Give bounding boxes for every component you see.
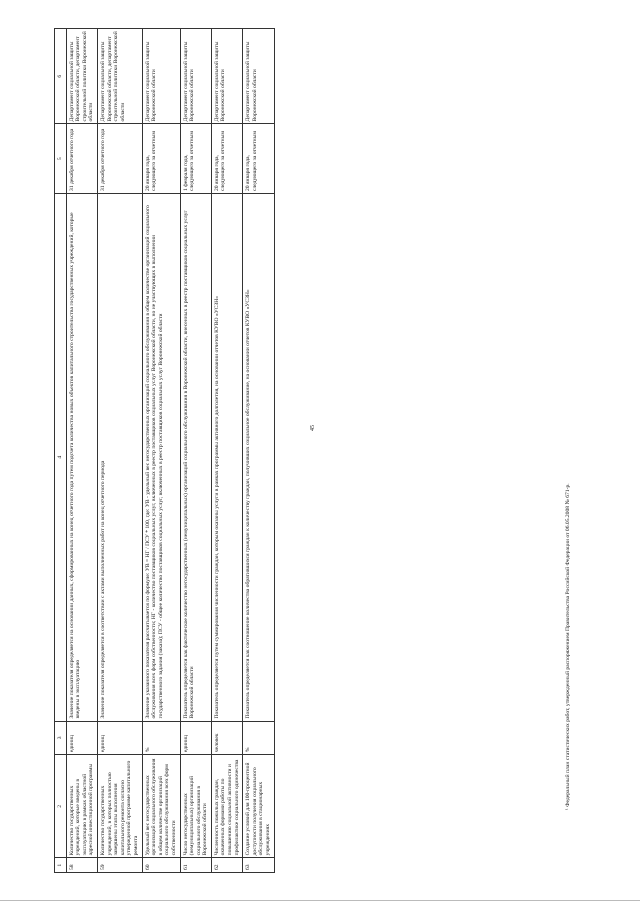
cell-dept: Департамент социальной защиты Воронежской области, департамент строительной политики Воронежской области <box>97 29 142 124</box>
cell-n: 58 <box>66 858 97 873</box>
cell-unit: единиц <box>97 721 142 755</box>
cell-dept: Департамент социальной защиты Воронежской области <box>142 29 180 124</box>
cell-method: Показатель определяется как соотношение количества обратившихся граждан к количеству граждан, получивших социальное обслуживание, на основании отчетов КУВО «УСЗН» <box>243 194 274 722</box>
cell-method: Значение указанного показателя рассчитывается по формуле: УВ = НГ / ПСУ * 100, где: УВ - удельный вес негосударственных организаций социального обслуживания в общем количестве организаций социального обслуживания всех форм собственности; НГ - количество поставщиков социальных услуг, включенных в реестр поставщиков социальных услуг Воронежской области, но не участвующих в выполнении государственного задания (заказа); ПСУ - общее количество поставщиков социальных услуг, включенных в реестр поставщиков социальных услуг Воронежской области <box>142 194 180 722</box>
cell-unit: % <box>142 721 180 755</box>
table-row <box>97 29 142 873</box>
header-cell: 2 <box>55 755 67 858</box>
cell-method: Показатель определяется путем суммирования численности граждан, которым оказаны услуги в рамках программы активного долголетия, на основании отчетов КУВО «УСЗН» <box>211 194 242 722</box>
table-row <box>66 29 97 873</box>
page-number: 45 <box>310 425 316 431</box>
table-row <box>211 29 242 873</box>
cell-name: Удельный вес негосударственных организаций социального обслуживания в общем количестве организаций социального обслуживания всех форм собственности <box>142 755 180 858</box>
cell-n: 61 <box>180 858 211 873</box>
cell-name: Создание условий для 100-процентной доступности получения социального обслуживания в стационарных учреждениях <box>243 755 274 858</box>
header-row <box>55 29 67 873</box>
cell-term: 31 декабря отчетного года <box>97 124 142 194</box>
indicators-table <box>54 28 275 873</box>
footnote: ¹ Федеральный план статистических работ, утвержденный распоряжением Правительства Российской Федерации от 06.05.2008 № 671-р. <box>565 483 571 810</box>
cell-dept: Департамент социальной защиты Воронежской области <box>243 29 274 124</box>
header-cell: 5 <box>55 124 67 194</box>
cell-name: Численность пожилых граждан, охваченных формами работы по повышению социальной активности и профилактике социального одиночества <box>211 755 242 858</box>
header-cell: 3 <box>55 721 67 755</box>
cell-term: 20 января года, следующего за отчетным <box>211 124 242 194</box>
cell-unit: единиц <box>180 721 211 755</box>
cell-n: 59 <box>97 858 142 873</box>
cell-name: Количество государственных учреждений, которые введены в эксплуатацию в рамках областной адресной инвестиционной программы <box>66 755 97 858</box>
table-row <box>243 29 274 873</box>
cell-n: 63 <box>243 858 274 873</box>
cell-unit: % <box>243 721 274 755</box>
cell-name: Количество государственных учреждений, в которых полностью завершены этапы выполнения капитального ремонта согласно утвержденной программе капитального ремонта <box>97 755 142 858</box>
table-row <box>180 29 211 873</box>
cell-n: 62 <box>211 858 242 873</box>
cell-method: Показатель определяется как фактическое количество негосударственных (немуниципальных) организаций социального обслуживания в Воронежской области, внесенных в реестр поставщиков социальных услуг Воронежской области <box>180 194 211 722</box>
rotated-table-block <box>54 28 579 873</box>
page-edge <box>0 900 640 901</box>
cell-term: 31 декабря отчетного года <box>66 124 97 194</box>
cell-method: Значение показателя определяется в соответствии с актами выполненных работ на конец отчетного периода <box>97 194 142 722</box>
cell-method: Значение показателя определяется на основании данных, сформированных на конец отчетного года путем подсчета количества новых объектов капитального строительства государственных учреждений, которые введены в эксплуатацию <box>66 194 97 722</box>
cell-unit: единиц <box>66 721 97 755</box>
header-cell: 6 <box>55 29 67 124</box>
cell-term: 1 февраля года, следующего за отчетным <box>180 124 211 194</box>
cell-n: 60 <box>142 858 180 873</box>
header-cell: 1 <box>55 858 67 873</box>
cell-term: 20 января года, следующего за отчетным <box>142 124 180 194</box>
table-row <box>142 29 180 873</box>
header-cell: 4 <box>55 194 67 722</box>
cell-term: 20 января года, следующего за отчетным <box>243 124 274 194</box>
cell-unit: человек <box>211 721 242 755</box>
cell-dept: Департамент социальной защиты Воронежской области, департамент строительной политики Воронежской области <box>66 29 97 124</box>
cell-name: Число негосударственных (немуниципальных) организаций социального обслуживания в Воронежской области <box>180 755 211 858</box>
cell-dept: Департамент социальной защиты Воронежской области <box>180 29 211 124</box>
cell-dept: Департамент социальной защиты Воронежской области <box>211 29 242 124</box>
